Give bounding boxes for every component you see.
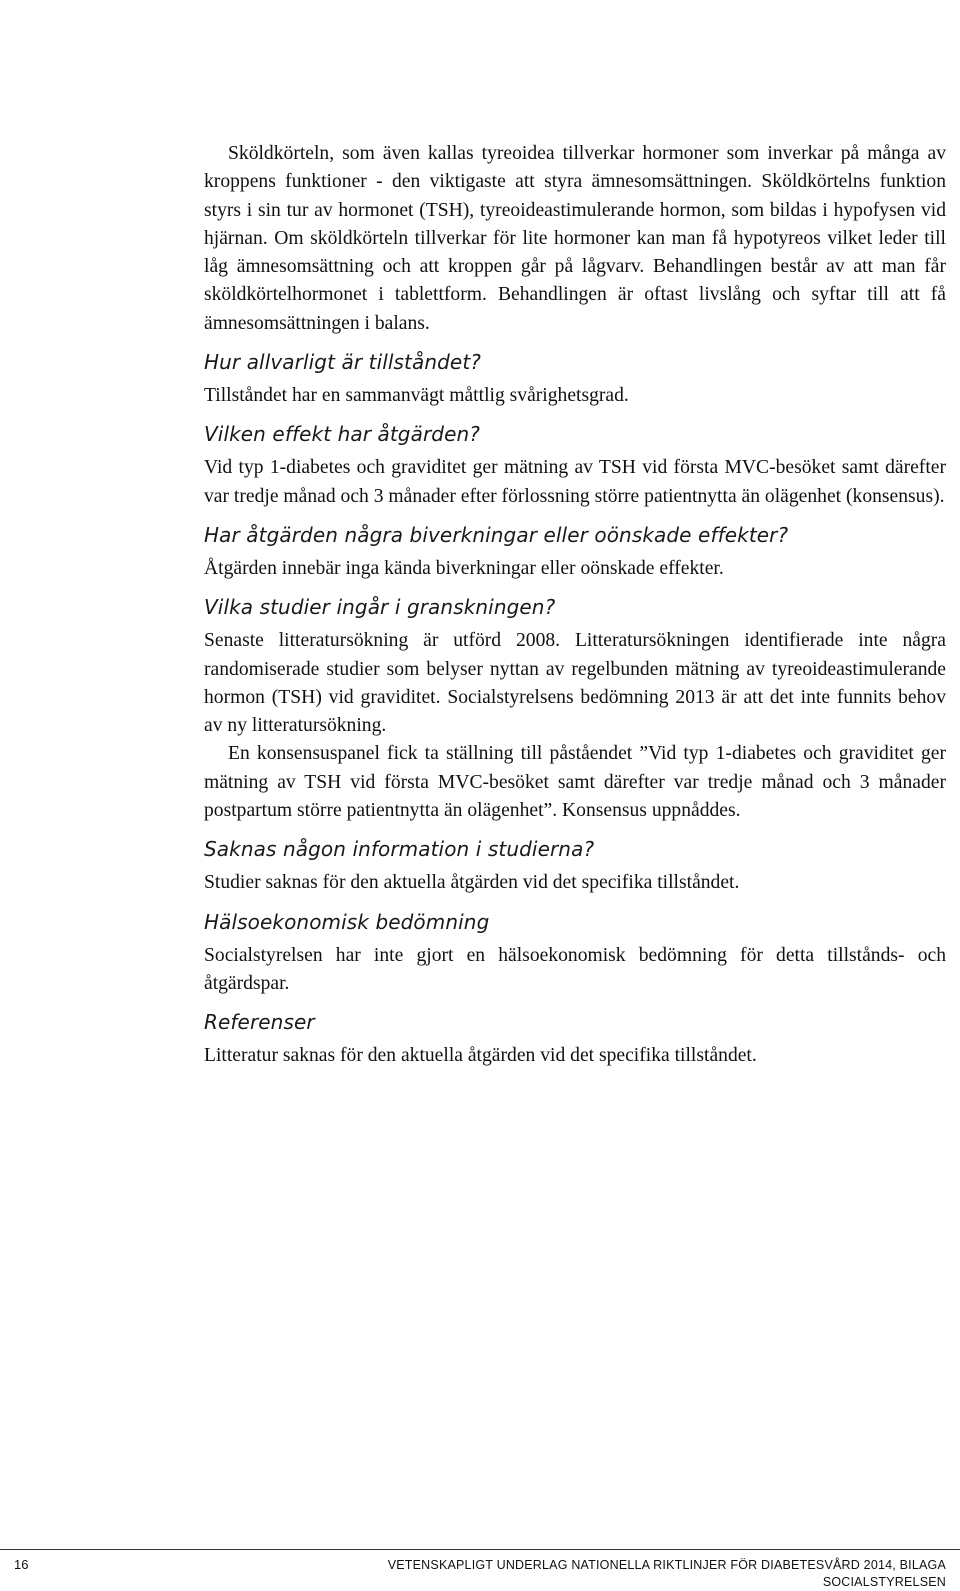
section-body-studies: Senaste litteratursökning är utförd 2008. Litteratursökningen identifierade inte några randomiserade studier som belyser nyttan av regelbunden mätning av tyreoideastimulerande hormon (TSH) vid graviditet. Socialstyrelsens bedömning 2013 är att det inte funnits behov av ny litteratursökning. — [204, 630, 946, 737]
section-heading-studies: Vilka studier ingår i granskningen? — [204, 595, 556, 620]
section-body-references: Litteratur saknas för den aktuella åtgärden vid det specifika tillståndet. — [204, 1045, 757, 1067]
section-heading-side-effects: Har åtgärden några biverkningar eller oönskade effekter? — [204, 522, 789, 547]
section-heading-missing-info: Saknas någon information i studierna? — [204, 837, 595, 862]
section-body-side-effects: Åtgärden innebär inga kända biverkningar eller oönskade effekter. — [204, 557, 724, 579]
section-body-health-economics: Socialstyrelsen har inte gjort en hälsoekonomisk bedömning för detta tillstånds- och åtgärdspar. — [204, 944, 946, 994]
section-body-severity: Tillståndet har en sammanvägt måttlig svårighetsgrad. — [204, 385, 629, 407]
document-body — [204, 140, 946, 1071]
section-heading-health-economics: Hälsoekonomisk bedömning — [204, 909, 490, 934]
footer-rule — [0, 1549, 960, 1550]
section-body-studies-consensus: En konsensuspanel fick ta ställning till påståendet ”Vid typ 1-diabetes och graviditet ger mätning av TSH vid första MVC-besöket samt därefter var tredje månad och 3 månader postpartum större patientnytta än olägenhet”. Konsensus uppnåddes. — [204, 743, 946, 822]
running-footer-line2: SOCIALSTYRELSEN — [822, 1575, 946, 1589]
section-heading-effect: Vilken effekt har åtgärden? — [204, 422, 480, 447]
section-body-effect: Vid typ 1-diabetes och graviditet ger mätning av TSH vid första MVC-besöket samt därefter var tredje månad och 3 månader efter förlossning större patientnytta än olägenhet (konsensus). — [204, 457, 946, 507]
section-body-missing-info: Studier saknas för den aktuella åtgärden vid det specifika tillståndet. — [204, 872, 740, 894]
running-footer — [388, 1557, 946, 1591]
section-heading-severity: Hur allvarligt är tillståndet? — [204, 350, 481, 375]
running-footer-line1: VETENSKAPLIGT UNDERLAG NATIONELLA RIKTLINJER FÖR DIABETESVÅRD 2014, BILAGA — [387, 1558, 946, 1572]
intro-paragraph: Sköldkörteln, som även kallas tyreoidea tillverkar hormoner som inverkar på många av kroppens funktioner - den viktigaste att styra ämnesomsättningen. Sköldkörtelns funktion styrs i sin tur av hormonet (TSH), tyreoideastimulerande hormon, som bildas i hypofysen vid hjärnan. Om sköldkörteln tillverkar för lite hormoner kan man få hypotyreos vilket leder till låg ämnesomsättning och att kroppen går på lågvarv. Behandlingen består av att man får sköldkörtelhormonet i tablettform. Behandlingen är oftast livslång och syftar till att få ämnesomsättningen i balans. — [204, 143, 946, 334]
section-heading-references: Referenser — [204, 1010, 315, 1035]
page-number: 16 — [14, 1557, 29, 1572]
